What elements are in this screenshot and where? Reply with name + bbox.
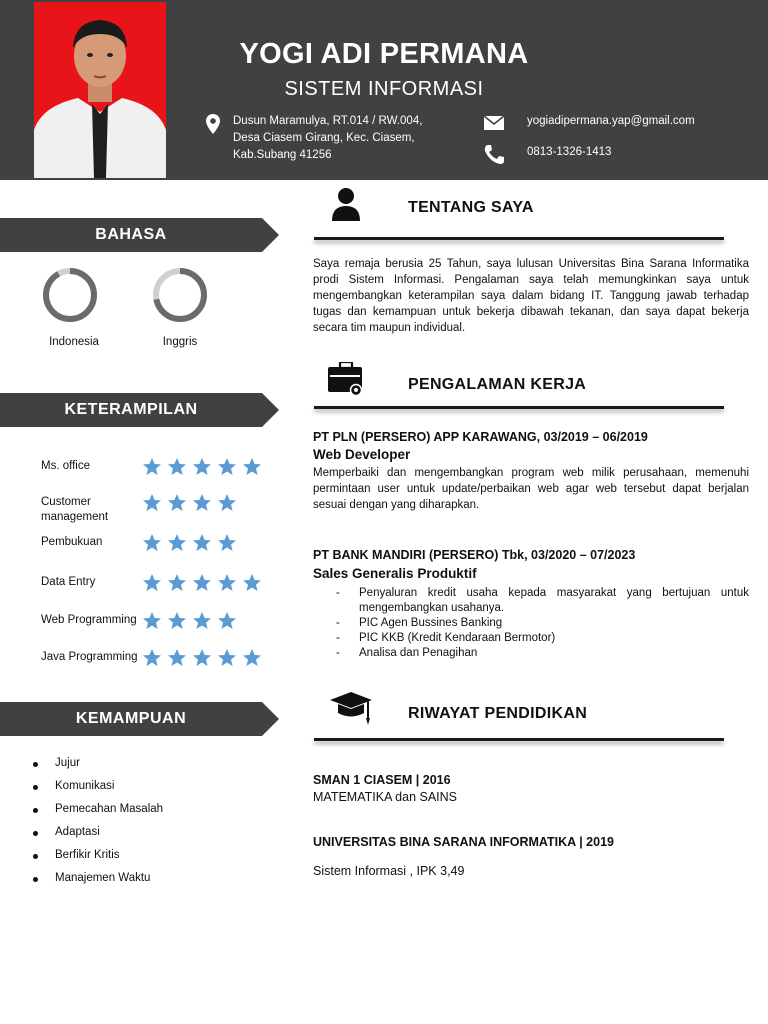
job-bullets xyxy=(336,586,749,661)
job-description: Memperbaiki dan mengembangkan program web milik perusahaan, memenuhi permintaan user untuk update/perbaikan web agar web tersebut dapat berjalan sesuai dengan yang diharapkan. xyxy=(313,467,749,511)
skill-stars xyxy=(142,573,267,593)
star-icon xyxy=(243,458,261,475)
job-bullet: - Penyaluran kredit usaha kepada masyarakat yang bertujuan untuk mengembangkan usahanya. xyxy=(336,586,749,616)
job-role: Web Developer xyxy=(313,447,411,462)
language-label: Indonesia xyxy=(49,336,99,348)
header xyxy=(0,0,768,180)
job-company: PT PLN (PERSERO) APP KARAWANG, 03/2019 – 06/2019 xyxy=(313,430,648,444)
skill-stars xyxy=(142,533,267,553)
skill-label: Pembukuan xyxy=(41,536,103,548)
language-ring-indonesia xyxy=(42,267,98,328)
kemampuan-title: KEMAMPUAN xyxy=(75,710,187,727)
address-line: Kab.Subang 41256 xyxy=(233,149,332,161)
star-icon xyxy=(193,649,211,666)
skill-label: Web Programming xyxy=(41,614,137,626)
star-icon xyxy=(218,612,236,629)
skill-label: Data Entry xyxy=(41,576,96,588)
skill-label: Ms. office xyxy=(41,460,90,472)
mail-icon xyxy=(484,116,504,135)
star-icon xyxy=(143,574,161,591)
about-title: TENTANG SAYA xyxy=(408,199,534,216)
education-school: UNIVERSITAS BINA SARANA INFORMATIKA | 2019 xyxy=(313,835,614,849)
kemampuan-ribbon xyxy=(0,702,280,736)
person-name: YOGI ADI PERMANA xyxy=(239,38,529,70)
email-link[interactable]: yogiadipermana.yap@gmail.com xyxy=(527,115,695,127)
language-label: Inggris xyxy=(162,336,198,348)
education-school: SMAN 1 CIASEM | 2016 xyxy=(313,773,451,787)
star-icon xyxy=(218,574,236,591)
section-divider xyxy=(314,406,724,409)
job-role: Sales Generalis Produktif xyxy=(313,566,477,581)
experience-title: PENGALAMAN KERJA xyxy=(408,376,587,393)
star-icon xyxy=(243,649,261,666)
star-icon xyxy=(168,458,186,475)
profile-photo xyxy=(34,2,166,178)
star-icon xyxy=(168,649,186,666)
star-icon xyxy=(168,574,186,591)
skill-label: Java Programming xyxy=(41,651,138,663)
keterampilan-ribbon xyxy=(0,393,280,427)
job-company: PT BANK MANDIRI (PERSERO) Tbk, 03/2020 – 07/2023 xyxy=(313,548,636,562)
star-icon xyxy=(143,458,161,475)
address-line: Desa Ciasem Girang, Kec. Ciasem, xyxy=(233,132,415,144)
star-icon xyxy=(243,574,261,591)
skill-stars xyxy=(142,648,267,668)
star-icon xyxy=(168,612,186,629)
phone-icon xyxy=(484,145,504,169)
star-icon xyxy=(193,534,211,551)
star-icon xyxy=(168,534,186,551)
person-title: SISTEM INFORMASI xyxy=(284,78,484,100)
about-text: Saya remaja berusia 25 Tahun, saya lulusan Universitas Bina Sarana Informatika prodi Sistem Informasi. Pengalaman saya telah memungkinkan saya untuk mengembangkan keterampilan saya dalam bidang IT. Tanggung jawab terhadap tugas dan kemampuan untuk bekerja dibawah tekanan, dan saya dapat bekerja secara tim maupun individual. xyxy=(313,258,749,334)
bahasa-title: BAHASA xyxy=(95,226,167,243)
star-icon xyxy=(193,574,211,591)
education-detail: MATEMATIKA dan SAINS xyxy=(313,790,458,804)
skill-label: Customer management xyxy=(41,496,109,523)
phone-number: 0813-1326-1413 xyxy=(527,146,612,158)
star-icon xyxy=(218,534,236,551)
bahasa-ribbon xyxy=(0,218,280,252)
star-icon xyxy=(193,458,211,475)
star-icon xyxy=(168,494,186,511)
star-icon xyxy=(143,534,161,551)
skill-stars xyxy=(142,457,267,477)
star-icon xyxy=(193,612,211,629)
person-icon xyxy=(330,187,362,226)
star-icon xyxy=(218,649,236,666)
section-divider xyxy=(314,738,724,741)
address xyxy=(233,113,422,164)
address-line: Dusun Maramulya, RT.014 / RW.004, xyxy=(233,115,423,127)
job-bullet: - Analisa dan Penagihan xyxy=(336,646,749,661)
location-pin-icon xyxy=(206,114,220,139)
keterampilan-title: KETERAMPILAN xyxy=(64,401,198,418)
language-ring-inggris xyxy=(152,267,208,328)
star-icon xyxy=(143,612,161,629)
star-icon xyxy=(218,494,236,511)
job-bullet: - PIC KKB (Kredit Kendaraan Bermotor) xyxy=(336,631,749,646)
graduation-cap-icon xyxy=(330,690,372,731)
job-bullet: - PIC Agen Bussines Banking xyxy=(336,616,749,631)
skill-stars xyxy=(142,611,267,631)
education-title: RIWAYAT PENDIDIKAN xyxy=(408,705,588,722)
star-icon xyxy=(143,649,161,666)
section-divider xyxy=(314,237,724,240)
star-icon xyxy=(143,494,161,511)
briefcase-icon xyxy=(328,362,364,401)
star-icon xyxy=(218,458,236,475)
star-icon xyxy=(193,494,211,511)
skill-stars xyxy=(142,493,267,513)
education-detail: Sistem Informasi , IPK 3,49 xyxy=(313,864,465,878)
